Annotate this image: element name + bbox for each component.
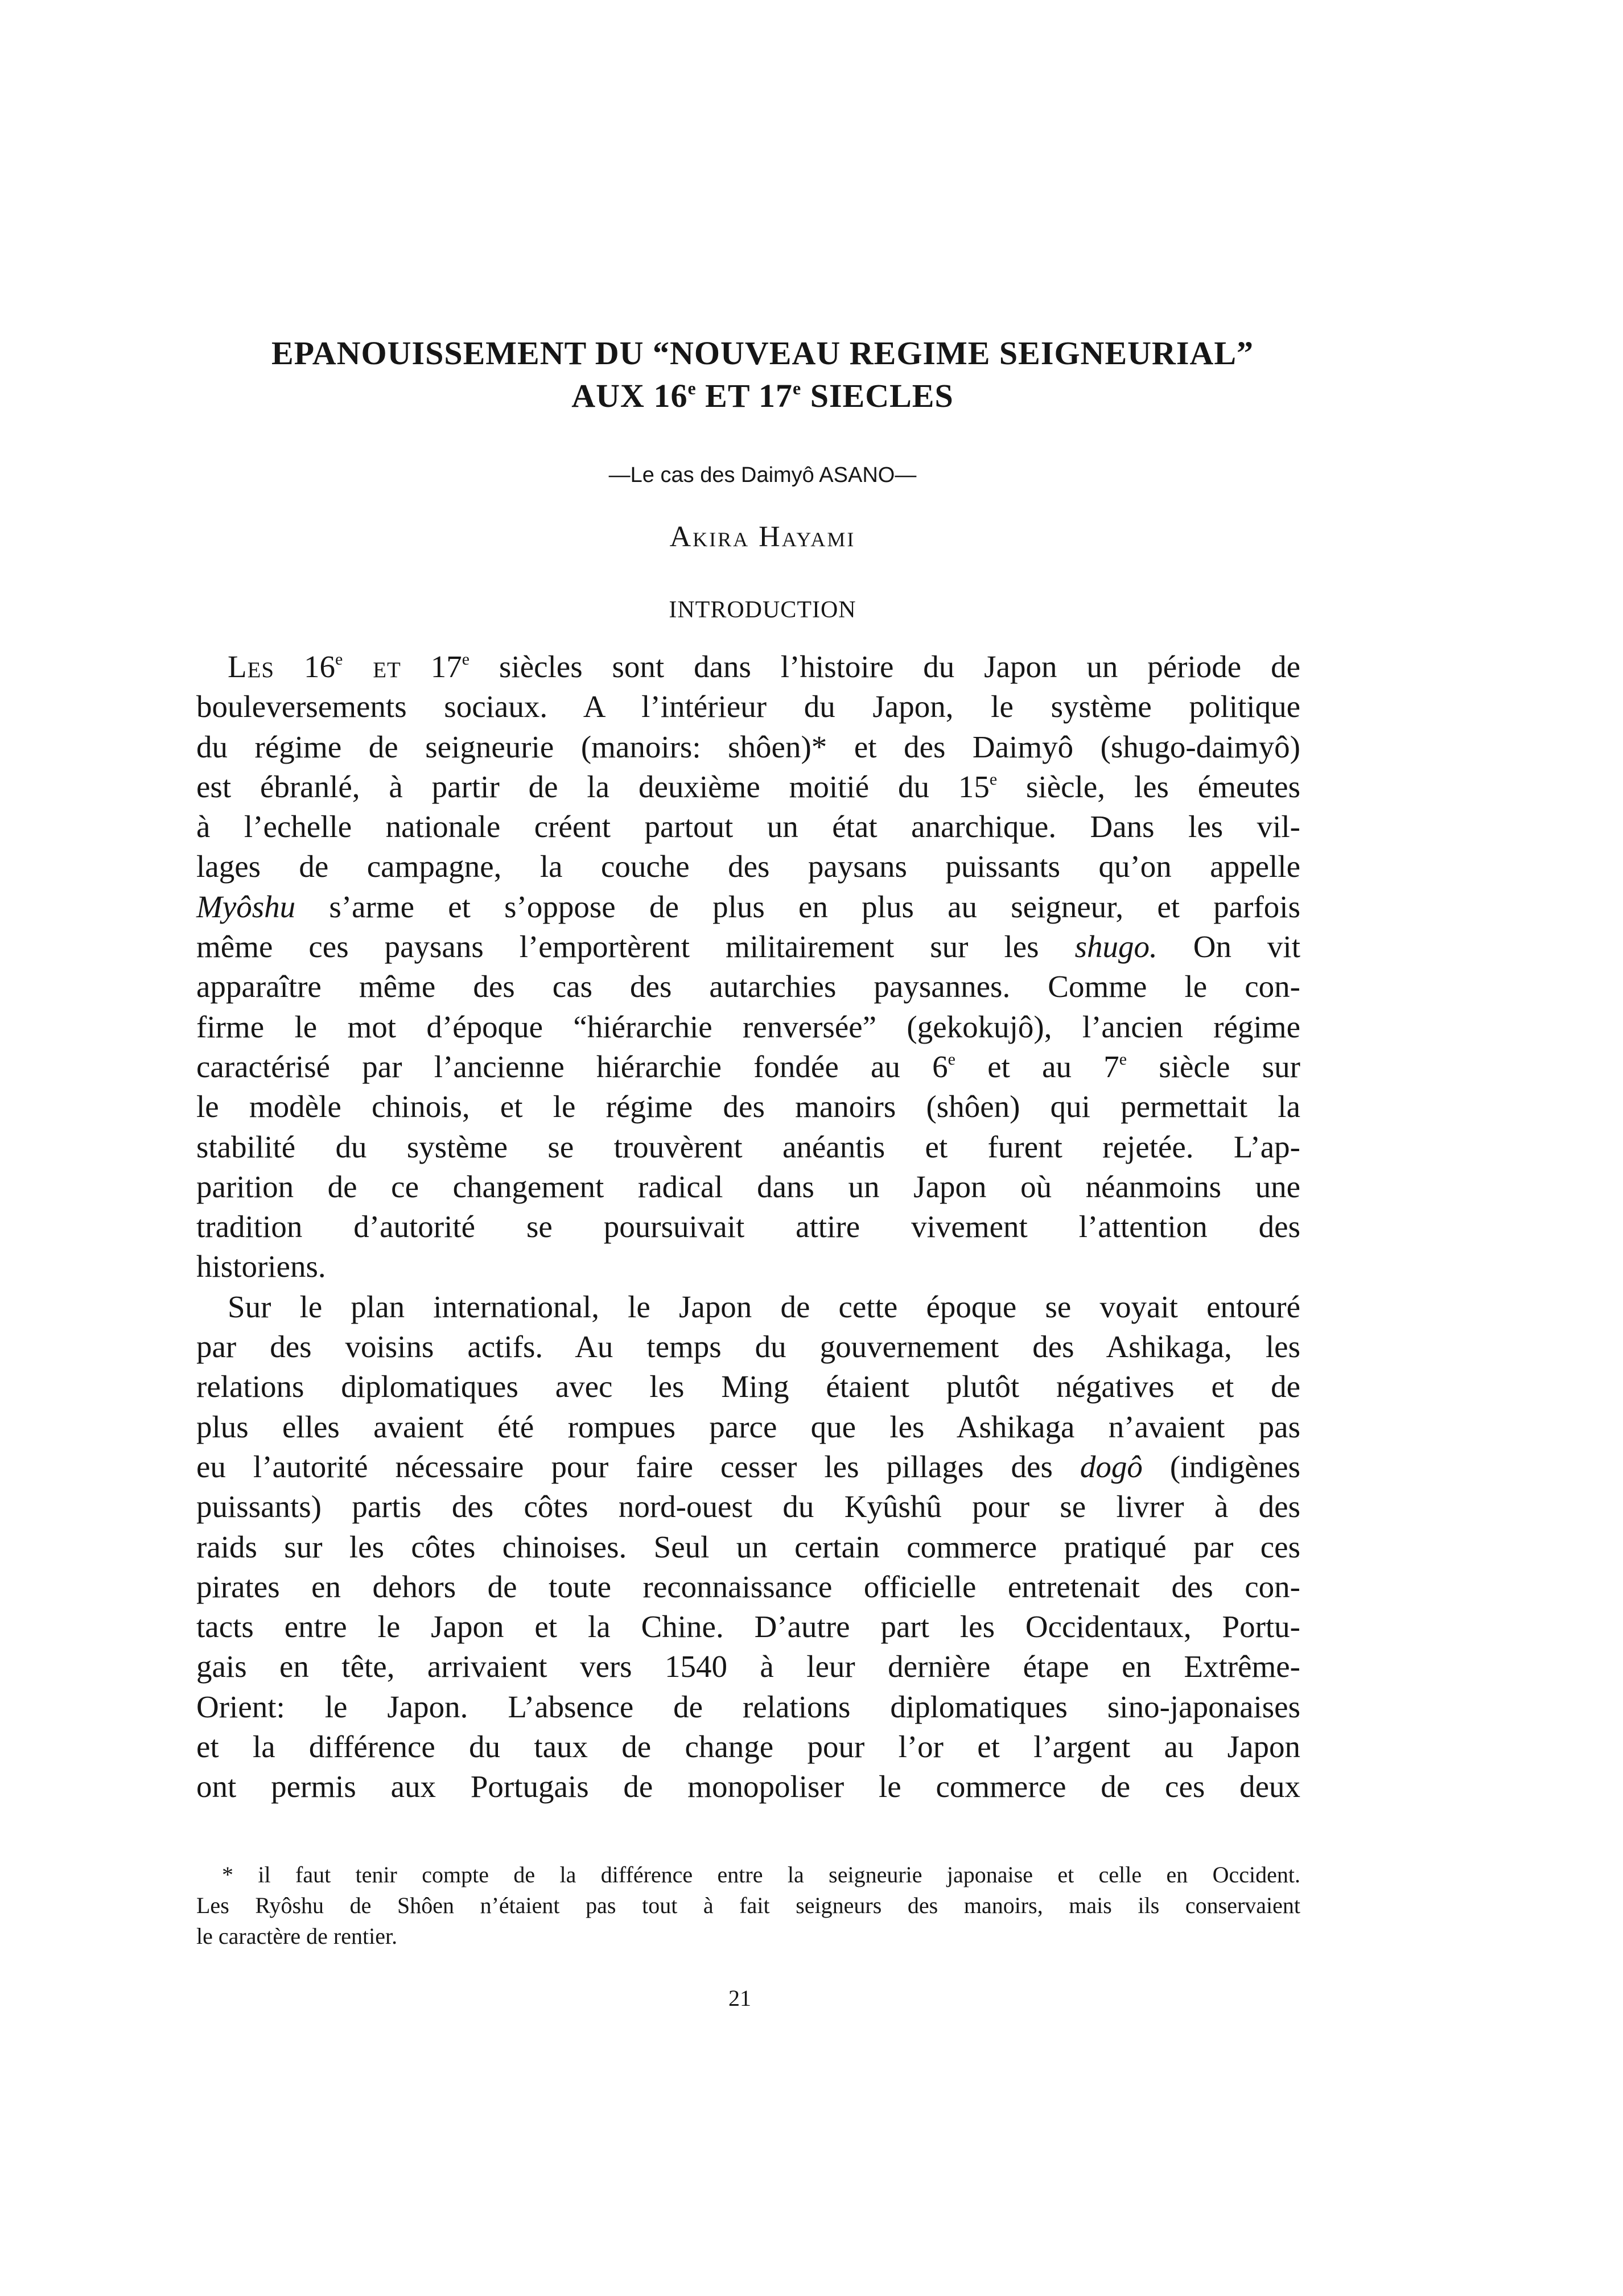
paragraph-1-line: du régime de seigneurie (manoirs: shôen)* et des Daimyô (shugo-daimyô): [196, 729, 1300, 764]
paragraph-1-line: parition de ce changement radical dans un Japon où néanmoins une: [196, 1169, 1300, 1204]
paragraph-2-line: Orient: le Japon. L’absence de relations diplomatiques sino-japonaises: [196, 1689, 1300, 1724]
article-title-line-1: EPANOUISSEMENT DU “NOUVEAU REGIME SEIGNEURIAL”: [271, 335, 1254, 372]
paragraph-1-line: apparaître même des cas des autarchies paysannes. Comme le con-: [196, 969, 1300, 1004]
paragraph-1-line: à l’echelle nationale créent partout un état anarchique. Dans les vil-: [196, 809, 1300, 844]
paragraph-2-line: plus elles avaient été rompues parce que les Ashikaga n’avaient pas: [196, 1409, 1300, 1444]
section-heading: INTRODUCTION: [669, 597, 856, 623]
paragraph-2-line: ont permis aux Portugais de monopoliser le commerce de ces deux: [196, 1769, 1300, 1804]
paragraph-1-line: firme le mot d’époque “hiérarchie renversée” (gekokujô), l’ancien régime: [196, 1009, 1300, 1044]
footnote: [196, 1860, 1300, 1952]
paragraph-2-line: Sur le plan international, le Japon de cette époque se voyait entouré: [228, 1289, 1300, 1324]
paragraph-2-line: par des voisins actifs. Au temps du gouvernement des Ashikaga, les: [196, 1329, 1300, 1365]
article-title-line-2: AUX 16e ET 17e SIECLES: [571, 377, 954, 414]
footnote-line: Les Ryôshu de Shôen n’étaient pas tout à fait seigneurs des manoirs, mais ils conservaient: [196, 1893, 1300, 1918]
paragraph-2-line: relations diplomatiques avec les Ming étaient plutôt négatives et de: [196, 1369, 1300, 1404]
paragraph-2-line: pirates en dehors de toute reconnaissance officielle entretenait des con-: [196, 1569, 1300, 1604]
article-subtitle: —Le cas des Daimyô ASANO—: [608, 463, 917, 487]
paragraph-2-line: raids sur les côtes chinoises. Seul un certain commerce pratiqué par ces: [196, 1529, 1300, 1564]
body-text: [196, 647, 1300, 1807]
paragraph-2-line: eu l’autorité nécessaire pour faire cesser les pillages des dogô (indigènes: [196, 1449, 1300, 1484]
author-name: Akira Hayami: [669, 521, 856, 553]
paragraph-2-line: et la différence du taux de change pour l’or et l’argent au Japon: [196, 1729, 1300, 1765]
paragraph-2-line: tacts entre le Japon et la Chine. D’autre part les Occidentaux, Portu-: [196, 1609, 1300, 1644]
paragraph-2-line: puissants) partis des côtes nord-ouest du Kyûshû pour se livrer à des: [196, 1489, 1300, 1524]
paragraph-1-line: bouleversements sociaux. A l’intérieur du Japon, le système politique: [196, 689, 1300, 724]
paragraph-1-line: tradition d’autorité se poursuivait attire vivement l’attention des: [196, 1209, 1300, 1244]
paragraph-2-line: gais en tête, arrivaient vers 1540 à leur dernière étape en Extrême-: [196, 1649, 1300, 1684]
paragraph-1-line: historiens.: [196, 1249, 326, 1284]
paragraph-1-line: Myôshu s’arme et s’oppose de plus en plus au seigneur, et parfois: [196, 889, 1300, 924]
paragraph-1-line: est ébranlé, à partir de la deuxième moitié du 15e siècle, les émeutes: [196, 769, 1300, 804]
footnote-line: * il faut tenir compte de la différence entre la seigneurie japonaise et celle en Occident.: [222, 1862, 1300, 1887]
paragraph-1-line: stabilité du système se trouvèrent anéantis et furent rejetée. L’ap-: [196, 1129, 1300, 1164]
paragraph-1-line: lages de campagne, la couche des paysans puissants qu’on appelle: [196, 849, 1300, 884]
footnote-line: le caractère de rentier.: [196, 1923, 398, 1949]
page-number: 21: [728, 1985, 751, 2011]
paragraph-1-line: Les 16e et 17e siècles sont dans l’histoire du Japon un période de: [228, 649, 1301, 684]
paragraph-1-line: même ces paysans l’emportèrent militairement sur les shugo. On vit: [196, 929, 1300, 964]
paragraph-1-line: le modèle chinois, et le régime des manoirs (shôen) qui permettait la: [196, 1089, 1300, 1124]
paragraph-1-line: caractérisé par l’ancienne hiérarchie fondée au 6e et au 7e siècle sur: [196, 1049, 1300, 1084]
